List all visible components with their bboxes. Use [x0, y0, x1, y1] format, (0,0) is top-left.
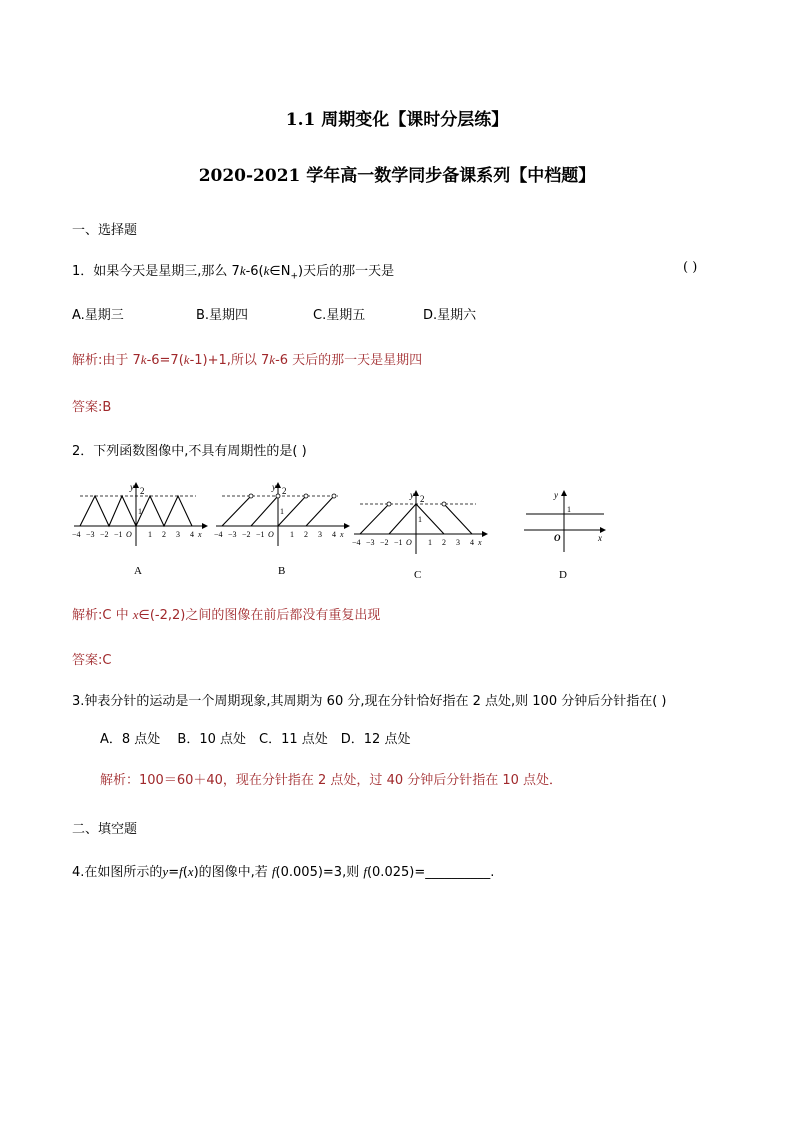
q1-analysis: [72, 349, 422, 368]
graph-c: [350, 488, 490, 558]
graph-d-y-label: y: [554, 490, 558, 500]
graph-c-tick-2: 2: [442, 538, 446, 547]
graph-a-label-1: 1: [138, 507, 142, 516]
graph-c-label-1: 1: [418, 515, 422, 524]
q1-answer: 答案:B: [72, 400, 112, 415]
q2-analysis-var-x: x: [132, 607, 139, 622]
q1-stem-part-a: 1．如果今天是星期三,那么 7: [72, 264, 240, 279]
graph-c-open-point-right: [442, 502, 446, 506]
graph-a-tick-n2: −2: [100, 530, 109, 539]
q1-option-d: D.星期六: [423, 308, 477, 323]
q4-stem-d: )的图像中,若: [193, 865, 272, 880]
question-2-stem: 2．下列函数图像中,不具有周期性的是( ): [72, 444, 307, 459]
q1-var-k2: k: [263, 263, 270, 278]
graph-a-origin: O: [126, 530, 132, 539]
graph-a-x-label: x: [198, 530, 202, 539]
q1-stem-part-d: )天后的那一天是: [298, 264, 395, 279]
graph-b: [212, 480, 352, 550]
q1-analysis-k3: k: [269, 352, 276, 367]
question-3-stem: 3.钟表分针的运动是一个周期现象,其周期为 60 分,现在分针恰好指在 2 点处,则 100 分钟后分针指在( ): [72, 694, 667, 709]
question-4-stem: [72, 861, 494, 880]
graph-a-tick-n1: −1: [114, 530, 123, 539]
graph-c-tick-n1: −1: [394, 538, 403, 547]
q4-var-f: f: [179, 864, 183, 879]
graph-c-tick-n3: −3: [366, 538, 375, 547]
graph-c-origin: O: [406, 538, 412, 547]
graph-d: [520, 486, 610, 556]
q1-answer-paren: ( ): [683, 260, 698, 275]
graph-c-y-label: y: [410, 490, 414, 500]
q1-analysis-k1: k: [140, 352, 147, 367]
graph-c-tick-3: 3: [456, 538, 460, 547]
graph-a-tick-3: 3: [176, 530, 180, 539]
graph-b-tick-4: 4: [332, 530, 336, 539]
graph-a: [70, 480, 210, 550]
graph-a-x-arrow: [202, 523, 208, 529]
q2-analysis-b: ∈(-2,2)之间的图像在前后都没有重复出现: [138, 608, 381, 623]
graph-b-tick-n2: −2: [242, 530, 251, 539]
q4-stem-b: =: [168, 865, 180, 880]
graph-d-label-1: 1: [567, 505, 571, 514]
graph-c-caption: C: [414, 569, 422, 581]
graph-b-open-point-4: [332, 494, 336, 498]
graph-c-left-rise: [360, 504, 389, 534]
graph-b-tick-2: 2: [304, 530, 308, 539]
q4-stem-g: (0.025)=__________.: [366, 865, 495, 880]
q2-analysis: [72, 604, 380, 623]
page-title: 1.1 周期变化【课时分层练】: [285, 110, 509, 130]
graph-c-tick-1: 1: [428, 538, 432, 547]
graph-b-x-label: x: [340, 530, 344, 539]
q1-analysis-a: 解析:由于 7: [72, 353, 141, 368]
graph-a-tick-1: 1: [148, 530, 152, 539]
q1-analysis-c: -1)+1,所以 7: [189, 353, 270, 368]
graph-d-x-label: x: [598, 533, 602, 543]
q1-option-b: B.星期四: [196, 308, 249, 323]
q4-var-f2: f: [271, 864, 276, 879]
section-heading-fill: 二、填空题: [72, 822, 138, 837]
graph-b-tick-n3: −3: [228, 530, 237, 539]
graph-b-open-point-1: [249, 494, 253, 498]
question-1-stem: [72, 260, 394, 282]
graph-b-tick-1: 1: [290, 530, 294, 539]
graph-b-segment-1: [222, 496, 251, 526]
graph-c-x-label: x: [478, 538, 482, 547]
q1-analysis-d: -6 天后的那一天是星期四: [275, 353, 423, 368]
graph-b-open-point-3: [304, 494, 308, 498]
graph-c-tick-4: 4: [470, 538, 474, 547]
q1-analysis-b: -6=7(: [146, 353, 184, 368]
graph-c-label-2: 2: [420, 494, 425, 504]
graph-a-y-label: y: [130, 482, 134, 492]
q3-analysis: 解析：100＝60＋40，现在分针指在 2 点处，过 40 分钟后分针指在 10 点处．: [100, 773, 563, 788]
q1-option-a: A.星期三: [72, 308, 124, 323]
graph-b-tick-3: 3: [318, 530, 322, 539]
graph-a-label-2: 2: [140, 486, 145, 496]
graph-d-y-arrow: [561, 490, 567, 496]
page-subtitle: 2020-2021 学年高一数学同步备课系列【中档题】: [198, 166, 596, 186]
q4-var-x: x: [187, 864, 194, 879]
q1-var-k: k: [239, 263, 246, 278]
graph-c-x-arrow: [482, 531, 488, 537]
graph-b-segment-4: [306, 496, 334, 526]
graph-d-origin: O: [554, 533, 561, 543]
q1-sub-plus: +: [290, 271, 299, 282]
graph-b-caption: B: [278, 565, 286, 577]
graph-a-caption: A: [134, 565, 142, 577]
graph-b-label-2: 2: [282, 486, 287, 496]
graph-c-tick-n4: −4: [352, 538, 361, 547]
graph-b-tick-n4: −4: [214, 530, 223, 539]
graph-b-segment-2: [251, 496, 278, 526]
q4-stem-e: (0.005)=3,则: [275, 865, 364, 880]
q4-stem-a: 4.在如图所示的: [72, 865, 163, 880]
graph-b-y-label: y: [272, 482, 276, 492]
graph-a-tick-2: 2: [162, 530, 166, 539]
q4-var-f3: f: [363, 864, 367, 879]
graph-b-tick-n1: −1: [256, 530, 265, 539]
graph-c-right-fall: [444, 504, 472, 534]
q4-var-y: y: [162, 864, 169, 879]
q4-stem-c: (: [182, 865, 188, 880]
graph-c-center-rise: [389, 504, 416, 534]
graph-d-caption: D: [559, 569, 567, 581]
graph-b-open-point-2: [276, 494, 280, 498]
q2-answer: 答案:C: [72, 653, 112, 668]
graph-a-tick-4: 4: [190, 530, 194, 539]
graph-a-tick-n3: −3: [86, 530, 95, 539]
graph-a-tick-n4: −4: [72, 530, 81, 539]
q1-option-c: C.星期五: [313, 308, 366, 323]
graph-c-tick-n2: −2: [380, 538, 389, 547]
graph-b-origin: O: [268, 530, 274, 539]
q1-stem-part-c: ∈N: [269, 264, 291, 279]
q2-analysis-a: 解析:C 中: [72, 608, 133, 623]
graph-c-open-point-left: [387, 502, 391, 506]
q3-options: A．8 点处 B．10 点处 C．11 点处 D．12 点处: [100, 732, 411, 747]
q1-stem-part-b: -6(: [245, 264, 264, 279]
q1-analysis-k2: k: [183, 352, 190, 367]
section-heading-choice: 一、选择题: [72, 223, 138, 238]
graph-b-label-1: 1: [280, 507, 284, 516]
